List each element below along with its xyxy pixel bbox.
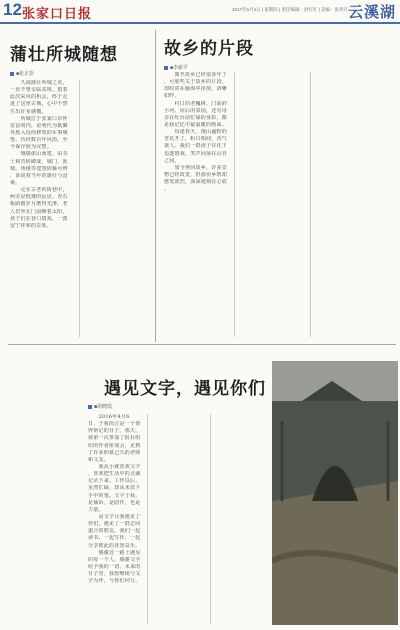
text-line: 此次采风的机会，终于走 (10, 94, 68, 101)
text-line: 板路被岁月磨得光滑。老 (10, 201, 68, 208)
text-line: 虽然忙碌，却从未放下 (88, 485, 141, 492)
page-header (0, 0, 400, 24)
text-line: 堡，历经数百年风雨，至 (10, 137, 68, 144)
text-line: 日，于我而言是一个值 (88, 421, 141, 428)
text-line: 是我记忆中最温暖的画面。 (164, 121, 228, 128)
text-line: 亲在灶台前忙碌的身影，都 (164, 114, 228, 121)
text-line: 了许多仰慕已久的老师 (88, 449, 141, 456)
page-number: 12 (3, 0, 22, 19)
text-line: ，喜欢把生活中的点滴 (88, 471, 141, 478)
text-line: 久闻蒲壮所城之名， (10, 80, 68, 86)
text-line: ，可那些关于故乡的片段， (164, 79, 228, 86)
article-column (214, 414, 268, 624)
text-line: 城、角楼等建筑依稀可辨 (10, 165, 68, 172)
byline-text: ■胡晓霞 (94, 404, 113, 410)
text-line: 之间。 (164, 157, 180, 164)
article-headline: 故乡的片段 (164, 39, 254, 59)
text-line: 如昨。 (164, 93, 180, 100)
text-line: 村口的老槐树、门前的 (164, 100, 228, 107)
text-line: 小河、屋后的菜园，还有母 (164, 107, 228, 114)
text-line: 日子里，我愿继续与文 (88, 571, 141, 578)
text-line: 。 (164, 186, 170, 193)
text-line: 每逢春天，漫山遍野的 (164, 129, 228, 136)
article-divider (155, 30, 156, 342)
byline-text: ■李新平 (170, 65, 189, 71)
text-line: 我从小就喜欢文字 (88, 463, 141, 470)
article-headline: 蒲壮所城随想 (10, 45, 118, 65)
text-line: 感谢这一路上遇见 (88, 549, 141, 556)
text-line: 读书、一起写作、一起 (88, 535, 141, 542)
byline-text: ■张正彭 (16, 71, 35, 77)
text-line: 离开故乡已经很多年了 (164, 72, 228, 78)
article-column (10, 80, 74, 337)
article-column (315, 72, 393, 337)
text-line: 人们坐在门前晒着太阳， (10, 208, 68, 215)
text-line: 今保存较为完整。 (10, 144, 53, 151)
text-line: 分享彼此的喜怒哀乐。 (88, 542, 141, 549)
text-line: 物已经改变，但那份乡情却 (164, 171, 228, 178)
text-line: 两旁是低矮的民居，青石 (10, 194, 68, 201)
byline-marker-icon (10, 72, 14, 76)
text-line: 土和青砖砌成，城门、瓮 (10, 158, 68, 165)
text-line: 手中的笔。文字于我， (88, 492, 141, 499)
article-column (239, 72, 305, 337)
newspaper-masthead: 张家口日报 (22, 7, 93, 22)
text-line: 愈发浓烈，深深地刻在心底 (164, 179, 228, 186)
column-divider (79, 80, 80, 337)
article-headline: 遇见文字，遇见你们 (104, 379, 266, 399)
text-line: 得铭记的日子。那天， (88, 428, 141, 435)
column-divider (310, 72, 311, 337)
column-divider (210, 414, 211, 624)
article-byline (10, 70, 34, 77)
text-line: 2016年4月6 (88, 414, 130, 420)
text-line: 是文字让我遇见了 (88, 513, 141, 520)
article-byline (164, 64, 188, 71)
text-line: 追逐嬉戏，笑声回荡在山谷 (164, 150, 228, 157)
section-divider (8, 344, 396, 345)
text-line: 生出许多感慨。 (10, 108, 47, 115)
ancient-wall-photo (272, 361, 398, 625)
text-line: 进了这座古城，心中不禁 (10, 101, 68, 108)
text-line: 织的作者座谈会，见到 (88, 442, 141, 449)
text-line: 袭人。我们一群孩子在花下 (164, 143, 228, 150)
article-column (151, 414, 206, 624)
text-line: 记录下来。工作以后， (88, 478, 141, 485)
text-line: 所城位于张家口市怀 (10, 115, 68, 122)
column-divider (234, 72, 235, 337)
article-column (88, 414, 143, 624)
column-divider (147, 414, 148, 624)
byline-marker-icon (88, 405, 92, 409)
article-column (84, 80, 148, 337)
text-line: 和文友。 (88, 456, 110, 463)
text-line: 力量。 (88, 506, 104, 513)
issue-info: 2017年5月4日 | 星期四 | 责任编辑：赵红红 | 美编：张玥月 (232, 7, 349, 12)
text-line: 安县境内，是明代为抵御 (10, 122, 68, 129)
byline-marker-icon (164, 66, 168, 70)
text-line: 如今再回故乡，许多景 (164, 164, 228, 171)
text-line: 道合的朋友。我们一起 (88, 528, 141, 535)
text-line: 字为伴，与你们同行。 (88, 578, 141, 585)
text-line: 城墙依山而建，由夯 (10, 151, 68, 158)
text-line: 我第一次参加了报社组 (88, 435, 141, 442)
text-line: 走在古老的街巷中， (10, 187, 68, 194)
text-line: 孩子们在巷口嬉戏，一派 (10, 215, 68, 222)
text-line: 杏花开了，粉白相间，香气 (164, 136, 228, 143)
text-line: ，诉说着当年的雄壮与沧 (10, 172, 68, 179)
text-line: 桑。 (10, 179, 21, 186)
text-line: 你们，遇见了一群志同 (88, 521, 141, 528)
article-column (164, 72, 230, 337)
text-line: 安宁祥和的景象。 (10, 222, 53, 229)
text-line: 的每一个人，感谢文字 (88, 556, 141, 563)
article-byline (88, 403, 112, 410)
text-line: 给予我的一切。未来的 (88, 563, 141, 570)
text-line: 却时常在脑海中浮现，清晰 (164, 86, 228, 93)
article-photo (272, 361, 398, 625)
text-line: 外族入侵而修筑的军事城 (10, 129, 68, 136)
section-title: 云溪湖 (347, 3, 396, 21)
text-line: 一直不曾亲临其境。借着 (10, 87, 68, 94)
text-line: 是倾诉，是陪伴，也是 (88, 499, 141, 506)
